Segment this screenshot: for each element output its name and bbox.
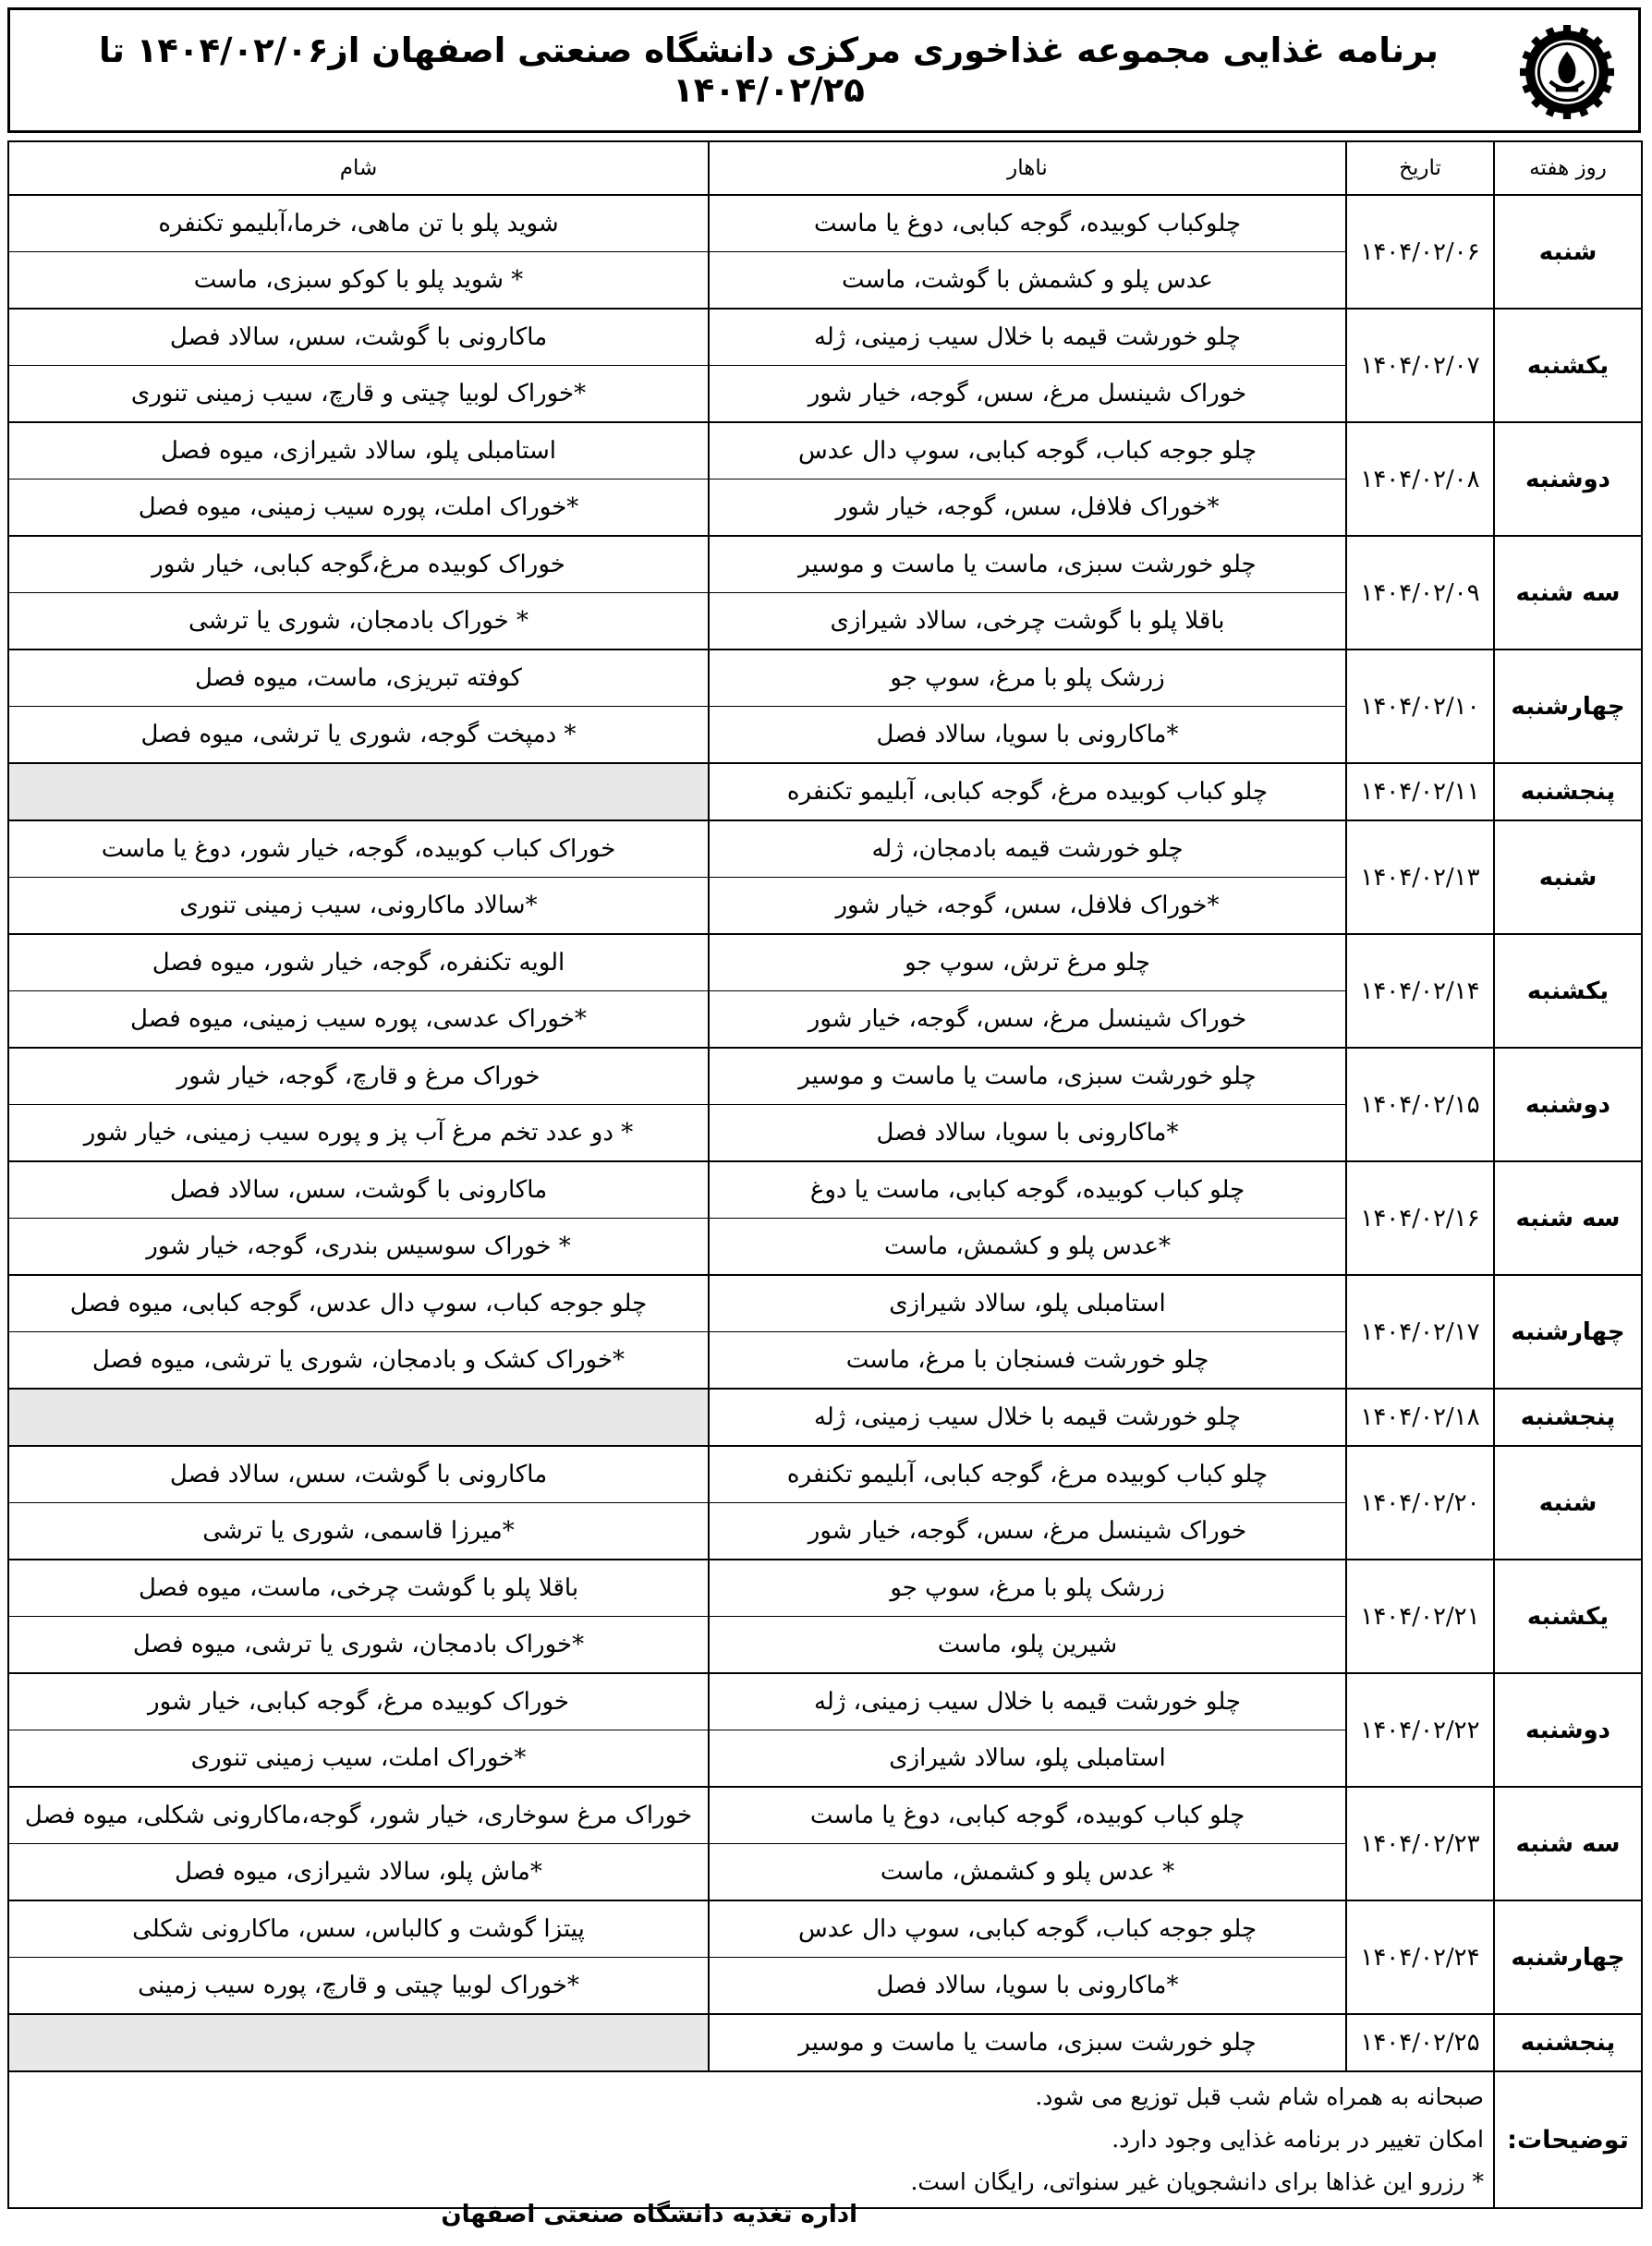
header-dinner: شام <box>8 141 709 195</box>
day-cell: دوشنبه <box>1494 1048 1642 1161</box>
day-cell: شنبه <box>1494 820 1642 934</box>
lunch-item: *عدس پلو و کشمش، ماست <box>709 1219 1346 1276</box>
date-cell: ۱۴۰۴/۰۲/۲۲ <box>1346 1673 1494 1787</box>
dinner-item: *سالاد ماکارونی، سیب زمینی تنوری <box>8 878 709 935</box>
lunch-item: چلو خورشت سبزی، ماست یا ماست و موسیر <box>709 536 1346 593</box>
lunch-item: چلو خورشت قیمه با خلال سیب زمینی، ژله <box>709 1389 1346 1446</box>
lunch-item: چلوکباب کوبیده، گوجه کبابی، دوغ یا ماست <box>709 195 1346 252</box>
date-cell: ۱۴۰۴/۰۲/۲۱ <box>1346 1560 1494 1673</box>
dinner-item: * خوراک سوسیس بندری، گوجه، خیار شور <box>8 1219 709 1276</box>
table-row <box>8 1161 1642 1219</box>
table-row <box>8 763 1642 820</box>
dinner-item: *میرزا قاسمی، شوری یا ترشی <box>8 1503 709 1560</box>
lunch-item: * عدس پلو و کشمش، ماست <box>709 1844 1346 1901</box>
header-box <box>7 7 1641 133</box>
dinner-item: * شوید پلو با کوکو سبزی، ماست <box>8 252 709 310</box>
dinner-item: خوراک مرغ و قارچ، گوجه، خیار شور <box>8 1048 709 1105</box>
date-cell: ۱۴۰۴/۰۲/۱۱ <box>1346 763 1494 820</box>
lunch-item: استامبلی پلو، سالاد شیرازی <box>709 1730 1346 1788</box>
lunch-item: چلو کباب کوبیده مرغ، گوجه کبابی، آبلیمو تکنفره <box>709 763 1346 820</box>
header-date: تاریخ <box>1346 141 1494 195</box>
table-row <box>8 820 1642 878</box>
dinner-item: خوراک کوبیده مرغ،گوجه کبابی، خیار شور <box>8 536 709 593</box>
university-gear-logo-icon <box>1520 25 1614 119</box>
lunch-item: چلو جوجه کباب، گوجه کبابی، سوپ دال عدس <box>709 422 1346 480</box>
dinner-item: خوراک مرغ سوخاری، خیار شور، گوجه،ماکارونی شکلی، میوه فصل <box>8 1787 709 1844</box>
lunch-item: *خوراک فلافل، سس، گوجه، خیار شور <box>709 480 1346 537</box>
notes-row <box>8 2071 1642 2208</box>
dinner-item <box>8 1389 709 1446</box>
notes-cell <box>8 2071 1494 2208</box>
dinner-item: چلو جوجه کباب، سوپ دال عدس، گوجه کبابی، میوه فصل <box>8 1275 709 1332</box>
date-cell: ۱۴۰۴/۰۲/۲۴ <box>1346 1900 1494 2014</box>
lunch-item: *خوراک فلافل، سس، گوجه، خیار شور <box>709 878 1346 935</box>
lunch-item: چلو کباب کوبیده مرغ، گوجه کبابی، آبلیمو تکنفره <box>709 1446 1346 1503</box>
dinner-item: استامبلی پلو، سالاد شیرازی، میوه فصل <box>8 422 709 480</box>
day-cell: شنبه <box>1494 195 1642 309</box>
day-cell: شنبه <box>1494 1446 1642 1560</box>
table-row <box>8 195 1642 252</box>
table-row <box>8 1787 1642 1844</box>
dinner-item: *خوراک کشک و بادمجان، شوری یا ترشی، میوه فصل <box>8 1332 709 1390</box>
menu-body <box>8 195 1642 2071</box>
notes-label: توضیحات: <box>1494 2071 1642 2208</box>
lunch-item: چلو کباب کوبیده، گوجه کبابی، دوغ یا ماست <box>709 1787 1346 1844</box>
date-cell: ۱۴۰۴/۰۲/۰۹ <box>1346 536 1494 650</box>
note-item: * رزرو این غذاها برای دانشجویان غیر سنواتی، رایگان است. <box>910 2168 1484 2195</box>
day-cell: چهارشنبه <box>1494 1275 1642 1389</box>
date-cell: ۱۴۰۴/۰۲/۲۳ <box>1346 1787 1494 1900</box>
dinner-item: خوراک کوبیده مرغ، گوجه کبابی، خیار شور <box>8 1673 709 1730</box>
dinner-item <box>8 763 709 820</box>
lunch-item: شیرین پلو، ماست <box>709 1617 1346 1674</box>
date-cell: ۱۴۰۴/۰۲/۱۰ <box>1346 650 1494 763</box>
day-cell: سه شنبه <box>1494 1161 1642 1275</box>
day-cell: چهارشنبه <box>1494 1900 1642 2014</box>
table-row <box>8 422 1642 480</box>
table-row <box>8 1560 1642 1617</box>
lunch-item: *ماکارونی با سویا، سالاد فصل <box>709 1958 1346 2015</box>
dinner-item: پیتزا گوشت و کالباس، سس، ماکارونی شکلی <box>8 1900 709 1958</box>
table-row <box>8 1048 1642 1105</box>
table-row <box>8 1900 1642 1958</box>
dinner-item: باقلا پلو با گوشت چرخی، ماست، میوه فصل <box>8 1560 709 1617</box>
date-cell: ۱۴۰۴/۰۲/۲۵ <box>1346 2014 1494 2071</box>
lunch-item: عدس پلو و کشمش با گوشت، ماست <box>709 252 1346 310</box>
day-cell: پنجشنبه <box>1494 1389 1642 1446</box>
lunch-item: چلو خورشت قیمه با خلال سیب زمینی، ژله <box>709 1673 1346 1730</box>
dinner-item: *خوراک عدسی، پوره سیب زمینی، میوه فصل <box>8 991 709 1049</box>
dinner-item: *خوراک لوبیا چیتی و قارچ، پوره سیب زمینی <box>8 1958 709 2015</box>
footer-signature: اداره تغذیه دانشگاه صنعتی اصفهان <box>441 2201 857 2228</box>
table-row <box>8 536 1642 593</box>
menu-document <box>7 7 1641 2209</box>
lunch-item: *ماکارونی با سویا، سالاد فصل <box>709 707 1346 764</box>
date-cell: ۱۴۰۴/۰۲/۱۸ <box>1346 1389 1494 1446</box>
lunch-item: خوراک شینسل مرغ، سس، گوجه، خیار شور <box>709 1503 1346 1560</box>
note-item: صبحانه به همراه شام شب قبل توزیع می شود. <box>1035 2083 1484 2110</box>
dinner-item: *ماش پلو، سالاد شیرازی، میوه فصل <box>8 1844 709 1901</box>
dinner-item: *خوراک بادمجان، شوری یا ترشی، میوه فصل <box>8 1617 709 1674</box>
lunch-item: *ماکارونی با سویا، سالاد فصل <box>709 1105 1346 1162</box>
date-cell: ۱۴۰۴/۰۲/۱۶ <box>1346 1161 1494 1275</box>
lunch-item: چلو خورشت قیمه با خلال سیب زمینی، ژله <box>709 309 1346 366</box>
lunch-item: زرشک پلو با مرغ، سوپ جو <box>709 1560 1346 1617</box>
table-row <box>8 650 1642 707</box>
day-cell: پنجشنبه <box>1494 2014 1642 2071</box>
lunch-item: چلو جوجه کباب، گوجه کبابی، سوپ دال عدس <box>709 1900 1346 1958</box>
lunch-item: استامبلی پلو، سالاد شیرازی <box>709 1275 1346 1332</box>
date-cell: ۱۴۰۴/۰۲/۱۴ <box>1346 934 1494 1048</box>
table-row <box>8 1389 1642 1446</box>
table-row <box>8 1446 1642 1503</box>
lunch-item: چلو مرغ ترش، سوپ جو <box>709 934 1346 991</box>
day-cell: دوشنبه <box>1494 1673 1642 1787</box>
dinner-item: *خوراک املت، پوره سیب زمینی، میوه فصل <box>8 480 709 537</box>
date-cell: ۱۴۰۴/۰۲/۱۳ <box>1346 820 1494 934</box>
page-title: برنامه غذایی مجموعه غذاخوری مرکزی دانشگاه صنعتی اصفهان از۱۴۰۴/۰۲/۰۶ تا ۱۴۰۴/۰۲/۲۵ <box>99 30 1439 110</box>
dinner-item: خوراک کباب کوبیده، گوجه، خیار شور، دوغ یا ماست <box>8 820 709 878</box>
menu-table <box>7 140 1643 2209</box>
day-cell: سه شنبه <box>1494 536 1642 650</box>
dinner-item: * خوراک بادمجان، شوری یا ترشی <box>8 593 709 650</box>
table-header-row <box>8 141 1642 195</box>
day-cell: یکشنبه <box>1494 934 1642 1048</box>
dinner-item: * دمپخت گوجه، شوری یا ترشی، میوه فصل <box>8 707 709 764</box>
lunch-item: چلو خورشت سبزی، ماست یا ماست و موسیر <box>709 1048 1346 1105</box>
dinner-item: *خوراک لوبیا چیتی و قارچ، سیب زمینی تنوری <box>8 366 709 423</box>
lunch-item: چلو خورشت قیمه بادمجان، ژله <box>709 820 1346 878</box>
dinner-item: * دو عدد تخم مرغ آب پز و پوره سیب زمینی، خیار شور <box>8 1105 709 1162</box>
day-cell: یکشنبه <box>1494 1560 1642 1673</box>
lunch-item: زرشک پلو با مرغ، سوپ جو <box>709 650 1346 707</box>
day-cell: سه شنبه <box>1494 1787 1642 1900</box>
day-cell: پنجشنبه <box>1494 763 1642 820</box>
day-cell: یکشنبه <box>1494 309 1642 422</box>
date-cell: ۱۴۰۴/۰۲/۱۵ <box>1346 1048 1494 1161</box>
dinner-item: کوفته تبریزی، ماست، میوه فصل <box>8 650 709 707</box>
dinner-item: *خوراک املت، سیب زمینی تنوری <box>8 1730 709 1788</box>
dinner-item: ماکارونی با گوشت، سس، سالاد فصل <box>8 1446 709 1503</box>
lunch-item: خوراک شینسل مرغ، سس، گوجه، خیار شور <box>709 991 1346 1049</box>
table-row <box>8 2014 1642 2071</box>
lunch-item: باقلا پلو با گوشت چرخی، سالاد شیرازی <box>709 593 1346 650</box>
date-cell: ۱۴۰۴/۰۲/۰۷ <box>1346 309 1494 422</box>
note-item: امکان تغییر در برنامه غذایی وجود دارد. <box>1111 2126 1484 2153</box>
date-cell: ۱۴۰۴/۰۲/۰۸ <box>1346 422 1494 536</box>
table-row <box>8 934 1642 991</box>
lunch-item: خوراک شینسل مرغ، سس، گوجه، خیار شور <box>709 366 1346 423</box>
lunch-item: چلو خورشت فسنجان با مرغ، ماست <box>709 1332 1346 1390</box>
dinner-item: شوید پلو با تن ماهی، خرما،آبلیمو تکنفره <box>8 195 709 252</box>
header-lunch: ناهار <box>709 141 1346 195</box>
table-row <box>8 309 1642 366</box>
lunch-item: چلو خورشت سبزی، ماست یا ماست و موسیر <box>709 2014 1346 2071</box>
day-cell: چهارشنبه <box>1494 650 1642 763</box>
day-cell: دوشنبه <box>1494 422 1642 536</box>
date-cell: ۱۴۰۴/۰۲/۱۷ <box>1346 1275 1494 1389</box>
date-cell: ۱۴۰۴/۰۲/۰۶ <box>1346 195 1494 309</box>
lunch-item: چلو کباب کوبیده، گوجه کبابی، ماست یا دوغ <box>709 1161 1346 1219</box>
date-cell: ۱۴۰۴/۰۲/۲۰ <box>1346 1446 1494 1560</box>
dinner-item <box>8 2014 709 2071</box>
header-day: روز هفته <box>1494 141 1642 195</box>
table-row <box>8 1673 1642 1730</box>
dinner-item: الویه تکنفره، گوجه، خیار شور، میوه فصل <box>8 934 709 991</box>
dinner-item: ماکارونی با گوشت، سس، سالاد فصل <box>8 309 709 366</box>
dinner-item: ماکارونی با گوشت، سس، سالاد فصل <box>8 1161 709 1219</box>
table-row <box>8 1275 1642 1332</box>
